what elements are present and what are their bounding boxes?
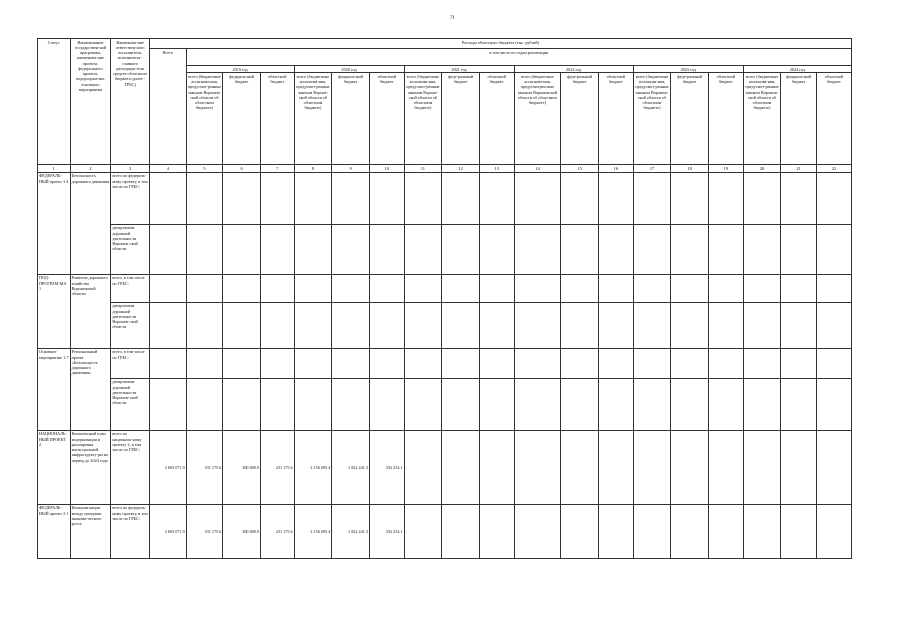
row-executor: всего по федераль-ному проекту, в том числе по ГРБС:: [111, 504, 150, 558]
row-value: [369, 172, 404, 224]
row-value: 2 605 071.0: [150, 430, 187, 504]
row-name: Региональный проект «Безопасность дорожного движения»: [70, 348, 111, 430]
row-value: [294, 302, 332, 348]
row-value: [743, 378, 781, 430]
header-name: Наименование государствен-ной программы, наименова-ние проекта, федерального проекта, подпрограм-мы, основного мероприятия: [70, 39, 111, 165]
row-value: [599, 348, 634, 378]
header-expenses-title: Расходы областного бюджета (тыс. рублей): [150, 39, 852, 49]
row-value: 1 822 441.3: [332, 430, 370, 504]
row-value: [561, 430, 599, 504]
column-number: 13: [479, 165, 514, 173]
header-sub-fed: федераль-ный бюджет: [223, 73, 261, 165]
row-value: 531 175.6: [186, 430, 223, 504]
header-sub-fed: федераль-ный бюджет: [332, 73, 370, 165]
row-value: [743, 430, 781, 504]
row-value: [223, 224, 261, 274]
row-value: [633, 302, 671, 348]
row-status: ФЕДЕРАЛЬ-НЫЙ проект 2.1: [38, 504, 71, 558]
row-value: [186, 172, 223, 224]
row-value: [150, 274, 187, 302]
row-value: [479, 172, 514, 224]
column-number: 4: [150, 165, 187, 173]
row-value: [223, 378, 261, 430]
row-value: [150, 348, 187, 378]
row-value: [332, 274, 370, 302]
column-number: 7: [260, 165, 294, 173]
row-value: [442, 172, 480, 224]
row-value: 2 156 695.4: [294, 504, 332, 558]
row-executor: департамент дорожной деятельности Воронеж-ской области: [111, 224, 150, 274]
table-row: [38, 172, 852, 224]
row-value: [150, 302, 187, 348]
row-value: [369, 224, 404, 274]
row-value: [150, 224, 187, 274]
row-value: [781, 378, 817, 430]
row-value: [599, 274, 634, 302]
row-value: [150, 378, 187, 430]
header-year: 2022 год: [514, 66, 633, 73]
row-value: [816, 430, 851, 504]
row-value: [294, 172, 332, 224]
header-year: 2021 год: [404, 66, 514, 73]
row-value: [709, 172, 744, 224]
column-number: 9: [332, 165, 370, 173]
row-value: [743, 348, 781, 378]
column-number: 3: [111, 165, 150, 173]
column-number: 19: [709, 165, 744, 173]
row-value: [743, 504, 781, 558]
column-number: 18: [671, 165, 709, 173]
row-value: [442, 348, 480, 378]
budget-table: [37, 38, 852, 559]
row-value: [671, 430, 709, 504]
table-row: [38, 348, 852, 378]
row-value: [816, 348, 851, 378]
row-executor: департамент дорожной деятельности Воронеж-ской области: [111, 302, 150, 348]
row-value: 231 175.6: [260, 504, 294, 558]
column-number: 6: [223, 165, 261, 173]
row-value: [561, 274, 599, 302]
header-sub-all: всего (бюджетные ассигнова-ния, предусмот-ренные законом Воронеж-ской области об областном бюджете): [186, 73, 223, 165]
column-number: 5: [186, 165, 223, 173]
row-value: [223, 274, 261, 302]
row-value: [561, 302, 599, 348]
row-value: 2 156 695.4: [294, 430, 332, 504]
column-number: 22: [816, 165, 851, 173]
row-value: [633, 504, 671, 558]
row-value: 332 254.1: [369, 504, 404, 558]
row-value: [369, 302, 404, 348]
page-number: 71: [450, 16, 455, 21]
row-value: [816, 302, 851, 348]
row-value: [781, 302, 817, 348]
row-executor: всего по федераль-ному проекту, в том числе по ГРБС:: [111, 172, 150, 224]
row-value: [186, 378, 223, 430]
column-number: 12: [442, 165, 480, 173]
header-executor: Наименова-ние ответствен-ного исполнителя, исполнителя - главного распоряди-теля средств областного бюджета (далее - ГРБС): [111, 39, 150, 165]
row-value: [150, 172, 187, 224]
row-value: [781, 504, 817, 558]
row-value: [260, 378, 294, 430]
row-value: 231 175.6: [260, 430, 294, 504]
row-value: [561, 378, 599, 430]
row-value: [781, 430, 817, 504]
row-value: [671, 172, 709, 224]
row-value: [186, 302, 223, 348]
row-value: [709, 302, 744, 348]
row-value: [404, 302, 442, 348]
row-value: [404, 274, 442, 302]
row-value: [743, 172, 781, 224]
row-executor: всего по националь-ному проекту 2, в том числе по ГРБС:: [111, 430, 150, 504]
row-value: [633, 224, 671, 274]
row-value: [816, 378, 851, 430]
row-value: [514, 504, 561, 558]
row-value: [260, 274, 294, 302]
table-row: [38, 302, 852, 348]
header-sub-fed: федераль-ный бюджет: [781, 73, 817, 165]
header-sub-fed: феде-ральный бюджет: [671, 73, 709, 165]
row-value: [514, 378, 561, 430]
row-value: [633, 430, 671, 504]
row-value: [599, 172, 634, 224]
row-value: [404, 430, 442, 504]
column-number: 2: [70, 165, 111, 173]
table-row: [38, 274, 852, 302]
row-value: [671, 302, 709, 348]
row-value: [599, 302, 634, 348]
row-name: Развитие дорожного хозяйства Воронежской области: [70, 274, 111, 348]
row-value: [404, 378, 442, 430]
row-value: [404, 224, 442, 274]
row-value: [332, 302, 370, 348]
row-value: [514, 172, 561, 224]
row-value: 300 000.0: [223, 430, 261, 504]
row-value: [816, 274, 851, 302]
row-executor: всего, в том числе по ГРБС:: [111, 274, 150, 302]
header-sub-all: всего (бюджетные ассигнова-ния, предусмот-ренные законом Вороне-ской области об областном бюджете): [294, 73, 332, 165]
row-value: [561, 224, 599, 274]
header-status: Статус: [38, 39, 71, 165]
row-name: Коммуни-кации между центрами экономи-ческого роста: [70, 504, 111, 558]
row-value: [404, 348, 442, 378]
header-year: 2020 год: [294, 66, 404, 73]
row-value: [294, 378, 332, 430]
row-name: Безопасность дорожного движения: [70, 172, 111, 274]
row-value: [442, 430, 480, 504]
row-value: [223, 302, 261, 348]
column-number: 1: [38, 165, 71, 173]
row-value: [709, 274, 744, 302]
row-value: [332, 224, 370, 274]
column-number: 10: [369, 165, 404, 173]
row-value: [479, 348, 514, 378]
row-value: [260, 348, 294, 378]
row-value: [260, 224, 294, 274]
row-value: [816, 224, 851, 274]
row-value: [561, 172, 599, 224]
row-value: [294, 274, 332, 302]
row-executor: департамент дорожной деятельности Воронеж-ской области: [111, 378, 150, 430]
row-value: [709, 348, 744, 378]
row-value: [709, 224, 744, 274]
column-number: 17: [633, 165, 671, 173]
header-sub-fed: феде-ральный бюджет: [561, 73, 599, 165]
row-value: [332, 348, 370, 378]
row-value: [294, 224, 332, 274]
row-value: [479, 224, 514, 274]
row-value: [781, 224, 817, 274]
row-value: [743, 224, 781, 274]
row-value: [369, 378, 404, 430]
row-value: [404, 504, 442, 558]
row-value: 531 175.6: [186, 504, 223, 558]
table-row: [38, 430, 852, 504]
row-value: 332 254.1: [369, 430, 404, 504]
row-value: 2 605 071.0: [150, 504, 187, 558]
row-value: [816, 172, 851, 224]
row-value: [294, 348, 332, 378]
row-value: [514, 348, 561, 378]
row-status: НАЦИОНАЛЬ-НЫЙ ПРОЕКТ 2: [38, 430, 71, 504]
header-sub-reg: областной бюджет: [709, 73, 744, 165]
header-sub-fed: феде-ральный бюджет: [442, 73, 480, 165]
table-row: [38, 378, 852, 430]
row-value: [599, 504, 634, 558]
row-value: [514, 224, 561, 274]
table-row: [38, 224, 852, 274]
row-value: [442, 378, 480, 430]
row-value: [442, 224, 480, 274]
column-number: 15: [561, 165, 599, 173]
row-name: Комплексный план модернизации и расширения магистральной инфраструкту-ры на период до 2024 года: [70, 430, 111, 504]
row-value: [186, 348, 223, 378]
row-value: [479, 302, 514, 348]
row-value: [514, 274, 561, 302]
row-value: [671, 378, 709, 430]
row-executor: всего, в том числе по ГРБС:: [111, 348, 150, 378]
row-value: [186, 274, 223, 302]
row-value: [671, 348, 709, 378]
header-sub-all: всего (бюджетные ассигнова-ния, предусмотрен-ные законом Воронежской области об областном бюджете): [514, 73, 561, 165]
row-value: [633, 348, 671, 378]
header-total: Всего: [150, 49, 187, 165]
row-value: [561, 348, 599, 378]
row-value: [633, 172, 671, 224]
header-sub-reg: областной бюджет: [599, 73, 634, 165]
row-value: [709, 378, 744, 430]
row-value: [442, 302, 480, 348]
row-value: [781, 348, 817, 378]
row-value: [709, 430, 744, 504]
column-number: 21: [781, 165, 817, 173]
row-status: Основное мероприятие 1.7: [38, 348, 71, 430]
row-value: [709, 504, 744, 558]
row-value: [442, 504, 480, 558]
column-number: 14: [514, 165, 561, 173]
row-status: ФЕДЕРАЛЬ-НЫЙ проект 1.4: [38, 172, 71, 274]
row-value: [781, 172, 817, 224]
row-value: 300 000.0: [223, 504, 261, 558]
column-number: 8: [294, 165, 332, 173]
header-sub-reg: областной бюджет: [369, 73, 404, 165]
row-value: [223, 172, 261, 224]
header-sub-reg: областной бюджет: [260, 73, 294, 165]
row-value: [599, 224, 634, 274]
row-value: [223, 348, 261, 378]
row-value: 1 822 441.3: [332, 504, 370, 558]
row-value: [816, 504, 851, 558]
column-number: 20: [743, 165, 781, 173]
header-sub-reg: областной бюджет: [816, 73, 851, 165]
row-value: [186, 224, 223, 274]
row-value: [404, 172, 442, 224]
row-value: [442, 274, 480, 302]
row-value: [479, 504, 514, 558]
header-sub-reg: областной бюджет: [479, 73, 514, 165]
row-value: [479, 378, 514, 430]
column-number: 16: [599, 165, 634, 173]
table-row: [38, 504, 852, 558]
row-status: ПОД-ПРОГРАМ-МА 1: [38, 274, 71, 348]
row-value: [260, 172, 294, 224]
row-value: [561, 504, 599, 558]
row-value: [369, 274, 404, 302]
header-sub-all: всего (бюджетные ассигнова-ния, предусмот-ренные законом Воронеж-ской области об областном бюджете): [743, 73, 781, 165]
row-value: [599, 378, 634, 430]
row-value: [671, 274, 709, 302]
row-value: [260, 302, 294, 348]
row-value: [599, 430, 634, 504]
header-sub-all: всего (бюджетные ассигнова-ния, предусмот-ренные законом Воронеж-ской области об областном бюджете): [633, 73, 671, 165]
row-value: [633, 378, 671, 430]
row-value: [479, 274, 514, 302]
header-by-years: в том числе по годам реализации: [186, 49, 851, 66]
header-year: 2023 год: [633, 66, 743, 73]
row-value: [369, 348, 404, 378]
row-value: [514, 430, 561, 504]
row-value: [671, 224, 709, 274]
row-value: [633, 274, 671, 302]
row-value: [743, 302, 781, 348]
header-year: 2024 год: [743, 66, 851, 73]
column-number: 11: [404, 165, 442, 173]
row-value: [514, 302, 561, 348]
header-year: 2019 год: [186, 66, 294, 73]
row-value: [332, 172, 370, 224]
row-value: [781, 274, 817, 302]
row-value: [743, 274, 781, 302]
row-value: [671, 504, 709, 558]
row-value: [479, 430, 514, 504]
row-value: [332, 378, 370, 430]
header-sub-all: всего (бюджетные ассигнова-ния, предусмот-ренные законом Вороне-ской области об областном бюджете): [404, 73, 442, 165]
